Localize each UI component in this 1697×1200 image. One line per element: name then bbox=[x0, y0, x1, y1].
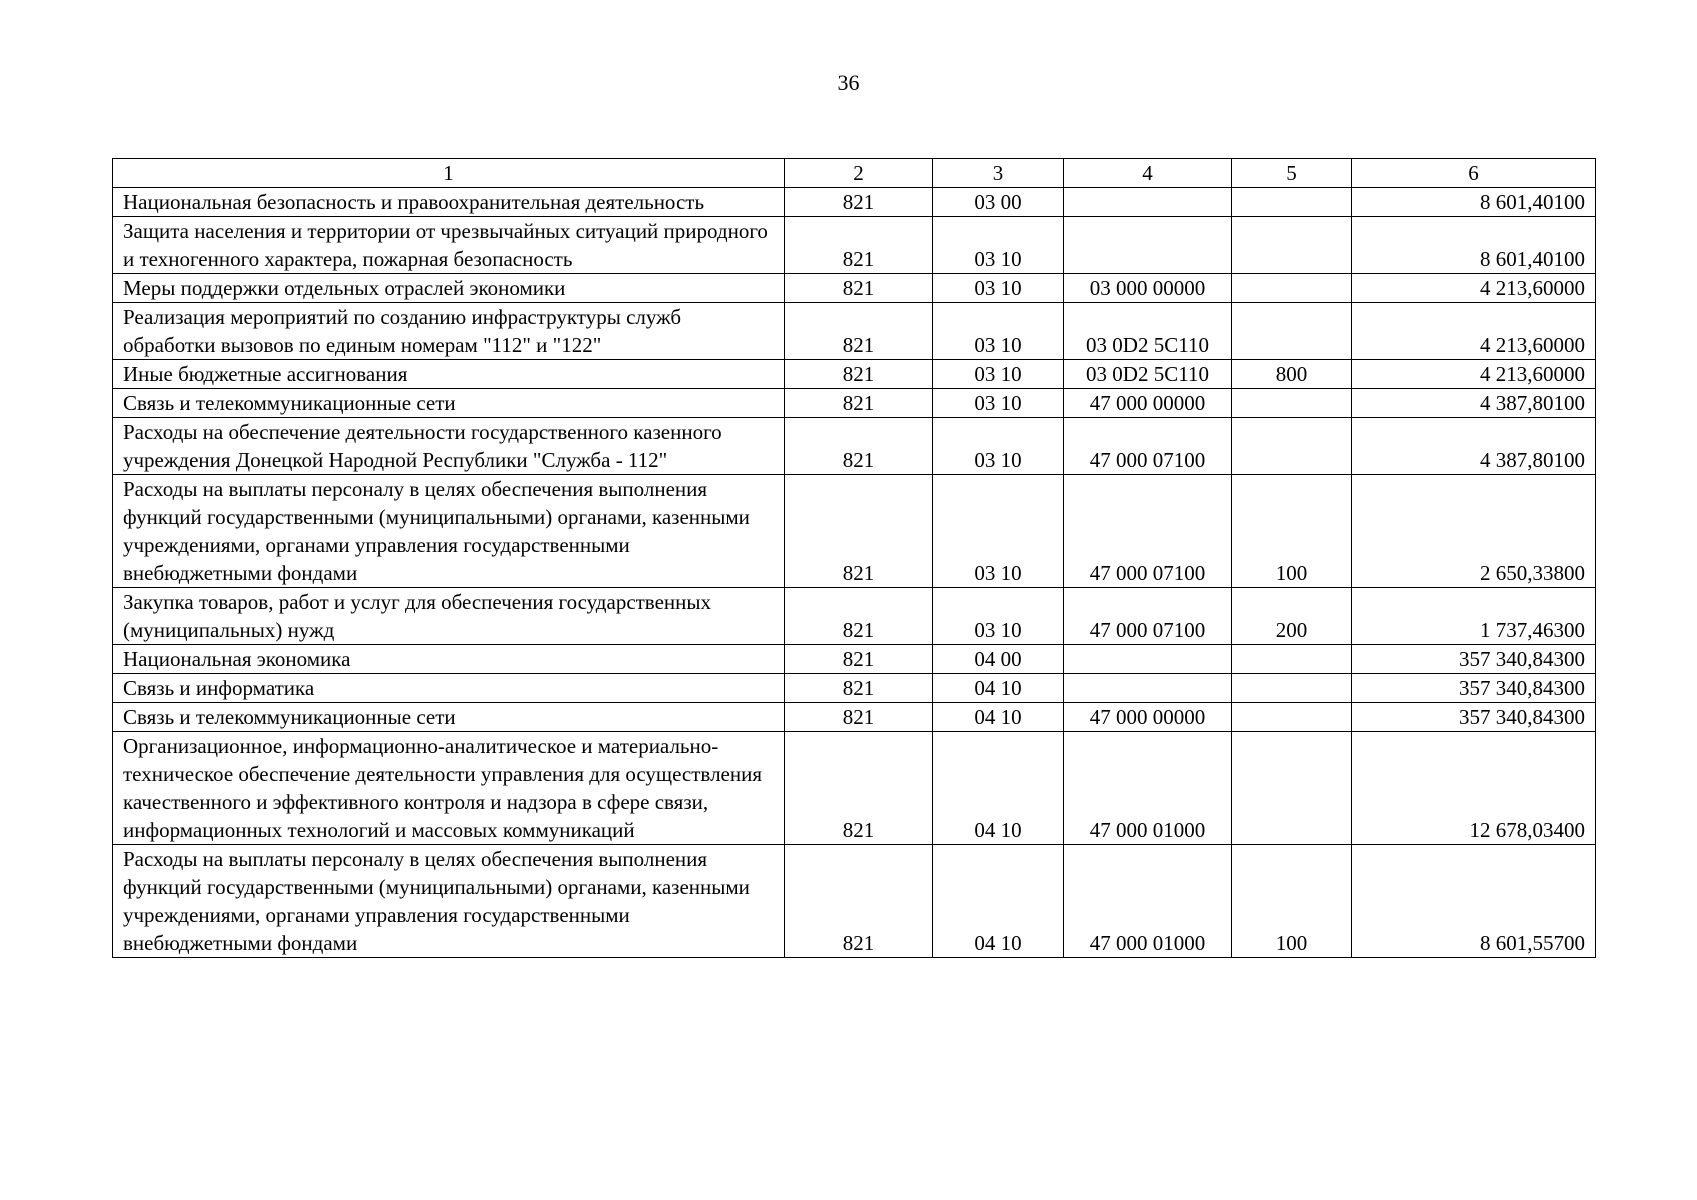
row-admin-code: 821 bbox=[785, 418, 933, 475]
row-admin-code: 821 bbox=[785, 475, 933, 588]
row-target-code: 47 000 00000 bbox=[1064, 389, 1232, 418]
row-section-code: 03 10 bbox=[933, 389, 1064, 418]
row-target-code bbox=[1064, 674, 1232, 703]
row-amount: 8 601,40100 bbox=[1352, 188, 1596, 217]
row-amount: 12 678,03400 bbox=[1352, 732, 1596, 845]
table-row bbox=[113, 732, 1596, 845]
row-section-code: 03 10 bbox=[933, 303, 1064, 360]
row-admin-code: 821 bbox=[785, 274, 933, 303]
table-row bbox=[113, 674, 1596, 703]
row-section-code: 03 10 bbox=[933, 588, 1064, 645]
row-section-code: 03 00 bbox=[933, 188, 1064, 217]
row-admin-code: 821 bbox=[785, 645, 933, 674]
row-amount: 4 213,60000 bbox=[1352, 360, 1596, 389]
row-amount: 2 650,33800 bbox=[1352, 475, 1596, 588]
table-row bbox=[113, 389, 1596, 418]
row-admin-code: 821 bbox=[785, 188, 933, 217]
row-expense-type bbox=[1232, 303, 1352, 360]
row-section-code: 03 10 bbox=[933, 418, 1064, 475]
row-name: Расходы на выплаты персоналу в целях обеспечения выполнения функций государственными (муниципальными) органами, казенными учреждениями, органами управления государственными внебюджетными фондами bbox=[113, 475, 785, 588]
row-section-code: 03 10 bbox=[933, 217, 1064, 274]
row-expense-type bbox=[1232, 645, 1352, 674]
row-admin-code: 821 bbox=[785, 703, 933, 732]
row-target-code bbox=[1064, 645, 1232, 674]
table-row bbox=[113, 645, 1596, 674]
row-name: Реализация мероприятий по созданию инфраструктуры служб обработки вызовов по единым номерам "112" и "122" bbox=[113, 303, 785, 360]
column-header: 3 bbox=[933, 159, 1064, 188]
row-amount: 357 340,84300 bbox=[1352, 703, 1596, 732]
row-name: Расходы на обеспечение деятельности государственного казенного учреждения Донецкой Народной Республики "Служба - 112" bbox=[113, 418, 785, 475]
page-number: 36 bbox=[837, 70, 860, 95]
row-name: Организационное, информационно-аналитическое и материально-техническое обеспечение деятельности управления для осуществления качественного и эффективного контроля и надзора в сфере связи, информационных технологий и массовых коммуникаций bbox=[113, 732, 785, 845]
row-section-code: 04 10 bbox=[933, 845, 1064, 958]
row-name: Иные бюджетные ассигнования bbox=[113, 360, 785, 389]
row-amount: 4 387,80100 bbox=[1352, 389, 1596, 418]
table-header-row bbox=[113, 159, 1596, 188]
row-admin-code: 821 bbox=[785, 389, 933, 418]
row-admin-code: 821 bbox=[785, 588, 933, 645]
row-target-code: 47 000 07100 bbox=[1064, 475, 1232, 588]
table-row bbox=[113, 588, 1596, 645]
row-expense-type bbox=[1232, 418, 1352, 475]
row-name: Меры поддержки отдельных отраслей экономики bbox=[113, 274, 785, 303]
column-header: 5 bbox=[1232, 159, 1352, 188]
row-name: Расходы на выплаты персоналу в целях обеспечения выполнения функций государственными (муниципальными) органами, казенными учреждениями, органами управления государственными внебюджетными фондами bbox=[113, 845, 785, 958]
row-expense-type bbox=[1232, 674, 1352, 703]
table-row bbox=[113, 418, 1596, 475]
row-admin-code: 821 bbox=[785, 360, 933, 389]
row-section-code: 03 10 bbox=[933, 360, 1064, 389]
table-row bbox=[113, 303, 1596, 360]
row-expense-type: 200 bbox=[1232, 588, 1352, 645]
row-name: Национальная экономика bbox=[113, 645, 785, 674]
row-target-code: 47 000 01000 bbox=[1064, 845, 1232, 958]
row-name: Связь и телекоммуникационные сети bbox=[113, 389, 785, 418]
row-expense-type bbox=[1232, 274, 1352, 303]
row-expense-type bbox=[1232, 389, 1352, 418]
row-target-code bbox=[1064, 188, 1232, 217]
row-amount: 4 213,60000 bbox=[1352, 303, 1596, 360]
row-name: Национальная безопасность и правоохранительная деятельность bbox=[113, 188, 785, 217]
row-section-code: 03 10 bbox=[933, 475, 1064, 588]
row-admin-code: 821 bbox=[785, 303, 933, 360]
column-header: 6 bbox=[1352, 159, 1596, 188]
row-expense-type: 100 bbox=[1232, 475, 1352, 588]
row-section-code: 04 10 bbox=[933, 732, 1064, 845]
column-header: 2 bbox=[785, 159, 933, 188]
row-amount: 4 387,80100 bbox=[1352, 418, 1596, 475]
row-admin-code: 821 bbox=[785, 674, 933, 703]
row-name: Связь и информатика bbox=[113, 674, 785, 703]
row-expense-type bbox=[1232, 217, 1352, 274]
table-row bbox=[113, 188, 1596, 217]
row-admin-code: 821 bbox=[785, 217, 933, 274]
row-target-code bbox=[1064, 217, 1232, 274]
row-amount: 357 340,84300 bbox=[1352, 674, 1596, 703]
budget-table bbox=[112, 158, 1596, 958]
row-admin-code: 821 bbox=[785, 732, 933, 845]
table-row bbox=[113, 217, 1596, 274]
row-amount: 8 601,55700 bbox=[1352, 845, 1596, 958]
table-row bbox=[113, 703, 1596, 732]
table-row bbox=[113, 475, 1596, 588]
row-target-code: 03 0D2 5C110 bbox=[1064, 303, 1232, 360]
row-target-code: 47 000 01000 bbox=[1064, 732, 1232, 845]
row-expense-type: 800 bbox=[1232, 360, 1352, 389]
row-expense-type bbox=[1232, 188, 1352, 217]
row-amount: 357 340,84300 bbox=[1352, 645, 1596, 674]
row-target-code: 47 000 00000 bbox=[1064, 703, 1232, 732]
row-section-code: 03 10 bbox=[933, 274, 1064, 303]
row-target-code: 03 0D2 5C110 bbox=[1064, 360, 1232, 389]
row-expense-type: 100 bbox=[1232, 845, 1352, 958]
row-target-code: 47 000 07100 bbox=[1064, 588, 1232, 645]
row-admin-code: 821 bbox=[785, 845, 933, 958]
row-expense-type bbox=[1232, 732, 1352, 845]
row-amount: 4 213,60000 bbox=[1352, 274, 1596, 303]
row-name: Связь и телекоммуникационные сети bbox=[113, 703, 785, 732]
column-header: 4 bbox=[1064, 159, 1232, 188]
row-expense-type bbox=[1232, 703, 1352, 732]
row-section-code: 04 10 bbox=[933, 674, 1064, 703]
table-row bbox=[113, 274, 1596, 303]
row-name: Закупка товаров, работ и услуг для обеспечения государственных (муниципальных) нужд bbox=[113, 588, 785, 645]
row-amount: 1 737,46300 bbox=[1352, 588, 1596, 645]
row-target-code: 47 000 07100 bbox=[1064, 418, 1232, 475]
row-name: Защита населения и территории от чрезвычайных ситуаций природного и техногенного характера, пожарная безопасность bbox=[113, 217, 785, 274]
row-target-code: 03 000 00000 bbox=[1064, 274, 1232, 303]
row-amount: 8 601,40100 bbox=[1352, 217, 1596, 274]
table-row bbox=[113, 845, 1596, 958]
row-section-code: 04 10 bbox=[933, 703, 1064, 732]
row-section-code: 04 00 bbox=[933, 645, 1064, 674]
column-header: 1 bbox=[113, 159, 785, 188]
table-row bbox=[113, 360, 1596, 389]
